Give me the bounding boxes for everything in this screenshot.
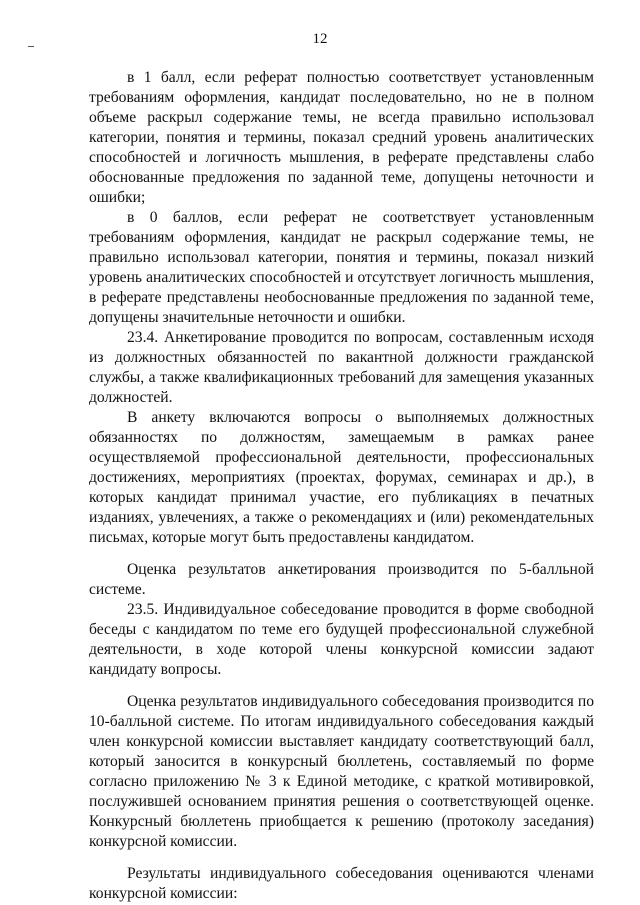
paragraph-score-0: в 0 баллов, если реферат не соответствует установленным требованиям оформления, кандидат не раскрыл содержание темы, не правильно использовал категории, понятия и термины, показал низкий уровень аналитических способностей и отсутствует логичность мышления, в реферате представлены необоснованные предложения по заданной теме, допущены значительные неточности и ошибки. [89, 209, 594, 326]
paragraph-questionnaire-contents: В анкету включаются вопросы о выполняемых должностных обязанностях по должностям, замещаемым в рамках ранее осуществляемой профессиональной деятельности, профессиональных достижениях, мероприятиях (проектах, форумах, семинарах и др.), в которых кандидат принимал участие, его публикациях в печатных изданиях, увлечениях, а также о рекомендациях и (или) рекомендательных письмах, которые могут быть предоставлены кандидатом. [89, 409, 594, 546]
body-text [89, 68, 594, 904]
paragraph-23-5: 23.5. Индивидуальное собеседование проводится в форме свободной беседы с кандидатом по теме его будущей профессиональной служебной деятельности, в ходе которой члены конкурсной комиссии задают кандидату вопросы. [89, 601, 594, 678]
paragraph-questionnaire-scoring: Оценка результатов анкетирования производится по 5-балльной системе. [89, 561, 594, 598]
paragraph-interview-results: Результаты индивидуального собеседования оцениваются членами конкурсной комиссии: [89, 865, 594, 902]
paragraph-23-4: 23.4. Анкетирование проводится по вопросам, составленным исходя из должностных обязанностей по вакантной должности гражданской службы, а также квалификационных требований для замещения указанных должностей. [89, 329, 594, 406]
page-number: 12 [312, 31, 328, 47]
paragraph-score-1: в 1 балл, если реферат полностью соответствует установленным требованиям оформления, кандидат последовательно, но не в полном объеме раскрыл содержание темы, не всегда правильно использовал категории, понятия и термины, показал средний уровень аналитических способностей и логичность мышления, в реферате представлены слабо обоснованные предложения по заданной теме, допущены неточности и ошибки; [89, 69, 594, 206]
paragraph-interview-scoring: Оценка результатов индивидуального собеседования производится по 10-балльной системе. По итогам индивидуального собеседования каждый член конкурсной комиссии выставляет кандидату соответствующий балл, который заносится в конкурсный бюллетень, составляемый по форме согласно приложению № 3 к Единой методике, с краткой мотивировкой, послужившей основанием принятия решения о соответствующей оценке. Конкурсный бюллетень приобщается к решению (протоколу заседания) конкурсной комиссии. [89, 693, 594, 850]
